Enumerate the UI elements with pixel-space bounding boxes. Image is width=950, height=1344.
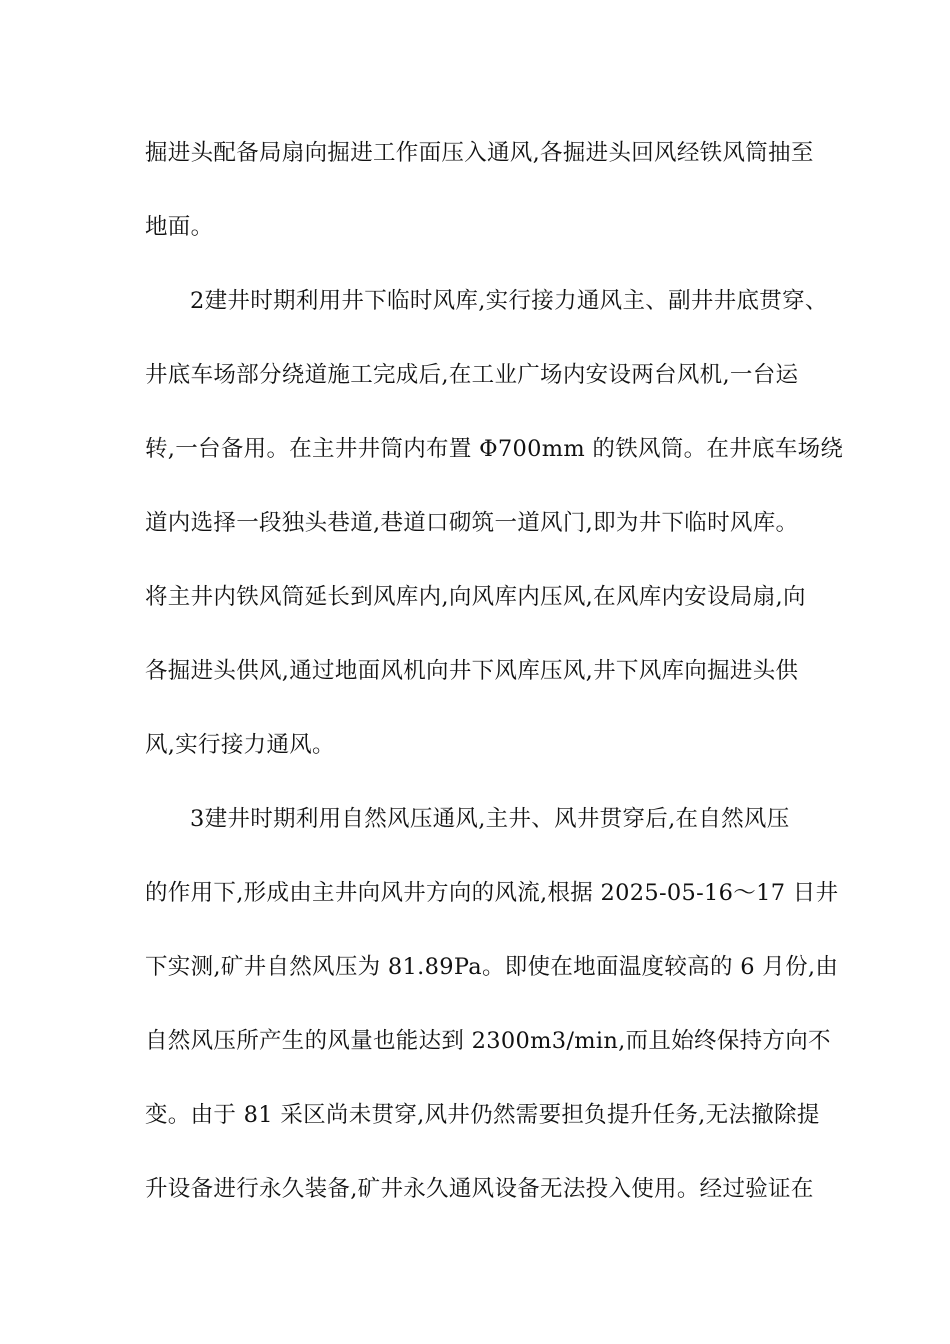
text-line: 掘进头配备局扇向掘进工作面压入通风,各掘进头回风经铁风筒抽至 [145, 140, 814, 166]
text-line: 转,一台备用。在主井井筒内布置 Φ700mm 的铁风筒。在井底车场绕 [145, 436, 844, 462]
text-line: 升设备进行永久装备,矿井永久通风设备无法投入使用。经过验证在 [145, 1176, 814, 1202]
text-line: 变。由于 81 采区尚未贯穿,风井仍然需要担负提升任务,无法撤除提 [145, 1102, 820, 1128]
text-line: 道内选择一段独头巷道,巷道口砌筑一道风门,即为井下临时风库。 [145, 510, 799, 536]
text-line: 地面。 [145, 214, 214, 240]
text-line: 各掘进头供风,通过地面风机向井下风库压风,井下风库向掘进头供 [145, 658, 799, 684]
text-line: 井底车场部分绕道施工完成后,在工业广场内安设两台风机,一台运 [145, 362, 799, 388]
text-line: 下实测,矿井自然风压为 81.89Pa。即使在地面温度较高的 6 月份,由 [145, 954, 839, 980]
paragraph-start-line: 2建井时期利用井下临时风库,实行接力通风主、副井井底贯穿、 [190, 288, 828, 314]
text-line: 的作用下,形成由主井向风井方向的风流,根据 2025-05-16～17 日井 [145, 880, 839, 906]
paragraph-start-line: 3建井时期利用自然风压通风,主井、风井贯穿后,在自然风压 [190, 806, 790, 832]
text-line: 风,实行接力通风。 [145, 732, 335, 758]
text-line: 自然风压所产生的风量也能达到 2300m3/min,而且始终保持方向不 [145, 1028, 831, 1054]
text-line: 将主井内铁风筒延长到风库内,向风库内压风,在风库内安设局扇,向 [145, 584, 806, 610]
